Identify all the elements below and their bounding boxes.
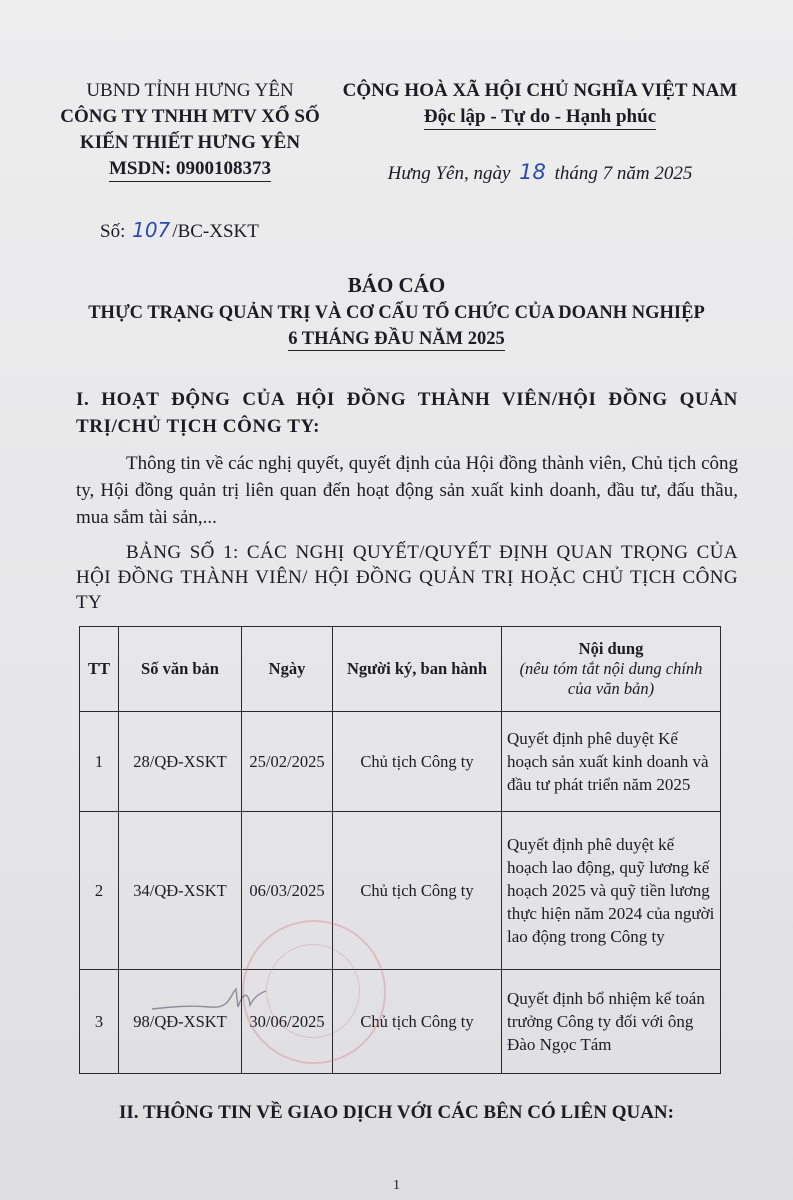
header-nguoi-ky: Người ký, ban hành	[333, 627, 502, 712]
cell-so-van-ban: 98/QĐ-XSKT	[119, 970, 242, 1074]
agency-line-2: CÔNG TY TNHH MTV XỔ SỐ	[60, 106, 320, 127]
document-number	[100, 218, 259, 243]
header-noi-dung-label: Nội dung	[578, 639, 644, 658]
doc-number-suffix: /BC-XSKT	[172, 221, 259, 242]
table-row	[80, 812, 721, 970]
page-number: 1	[393, 1178, 400, 1193]
section-1-paragraph: Thông tin về các nghị quyết, quyết định của Hội đồng thành viên, Chủ tịch công ty, Hội đồng quản trị liên quan đến hoạt động sản xuất kinh doanh, đầu tư, đấu thầu, mua sắm tài sản,...	[76, 453, 738, 528]
section-1-heading: I. HOẠT ĐỘNG CỦA HỘI ĐỒNG THÀNH VIÊN/HỘI ĐỒNG QUẢN TRỊ/CHỦ TỊCH CÔNG TY:	[76, 389, 738, 437]
national-header	[330, 78, 750, 130]
date-day-handwritten: 18	[519, 160, 546, 184]
tax-code: MSDN: 0900108373	[109, 157, 271, 182]
doc-number-handwritten: 107	[132, 218, 171, 242]
cell-ngay: 06/03/2025	[242, 812, 333, 970]
report-subtitle: THỰC TRẠNG QUẢN TRỊ VÀ CƠ CẤU TỔ CHỨC CỦA DOANH NGHIỆP	[88, 303, 705, 323]
national-motto: Độc lập - Tự do - Hạnh phúc	[424, 105, 656, 130]
cell-ngay: 30/06/2025	[242, 970, 333, 1074]
report-title: BÁO CÁO	[347, 273, 446, 297]
header-so-van-ban: Số văn bản	[119, 627, 242, 712]
header-tt: TT	[80, 627, 119, 712]
table-header-row	[80, 627, 721, 712]
doc-number-prefix: Số:	[100, 221, 126, 242]
table-row	[80, 712, 721, 812]
header-noi-dung-sub: (nêu tóm tắt nội dung chính của văn bản)	[519, 659, 703, 698]
cell-noi-dung: Quyết định phê duyệt Kế hoạch sản xuất kinh doanh và đầu tư phát triển năm 2025	[502, 712, 721, 812]
cell-tt: 2	[80, 812, 119, 970]
table-title: BẢNG SỐ 1: CÁC NGHỊ QUYẾT/QUYẾT ĐỊNH QUAN TRỌNG CỦA HỘI ĐỒNG THÀNH VIÊN/ HỘI ĐỒNG QUẢN TRỊ HOẶC CHỦ TỊCH CÔNG TY	[76, 542, 738, 613]
date-prefix: Hưng Yên, ngày	[387, 163, 511, 184]
agency-line-3: KIẾN THIẾT HƯNG YÊN	[79, 132, 301, 153]
document-date	[330, 160, 750, 185]
agency-line-1: UBND TỈNH HƯNG YÊN	[86, 80, 294, 101]
section-2-heading: II. THÔNG TIN VỀ GIAO DỊCH VỚI CÁC BÊN CÓ LIÊN QUAN:	[119, 1102, 674, 1123]
agency-header	[40, 78, 340, 182]
cell-so-van-ban: 28/QĐ-XSKT	[119, 712, 242, 812]
national-title: CỘNG HOÀ XÃ HỘI CHỦ NGHĨA VIỆT NAM	[342, 80, 738, 101]
date-suffix: tháng 7 năm 2025	[554, 163, 693, 184]
handwritten-signature	[150, 985, 270, 1015]
cell-noi-dung: Quyết định phê duyệt kế hoạch lao động, quỹ lương kế hoạch 2025 và quỹ tiền lương thực hiện năm 2024 của người lao động trong Công ty	[502, 812, 721, 970]
cell-so-van-ban: 34/QĐ-XSKT	[119, 812, 242, 970]
cell-noi-dung: Quyết định bổ nhiệm kế toán trưởng Công ty đối với ông Đào Ngọc Tám	[502, 970, 721, 1074]
cell-ngay: 25/02/2025	[242, 712, 333, 812]
cell-tt: 1	[80, 712, 119, 812]
cell-nguoi-ky: Chủ tịch Công ty	[333, 712, 502, 812]
header-noi-dung	[502, 627, 721, 712]
report-period: 6 THÁNG ĐẦU NĂM 2025	[288, 329, 505, 349]
header-ngay: Ngày	[242, 627, 333, 712]
cell-nguoi-ky: Chủ tịch Công ty	[333, 970, 502, 1074]
cell-nguoi-ky: Chủ tịch Công ty	[333, 812, 502, 970]
cell-tt: 3	[80, 970, 119, 1074]
